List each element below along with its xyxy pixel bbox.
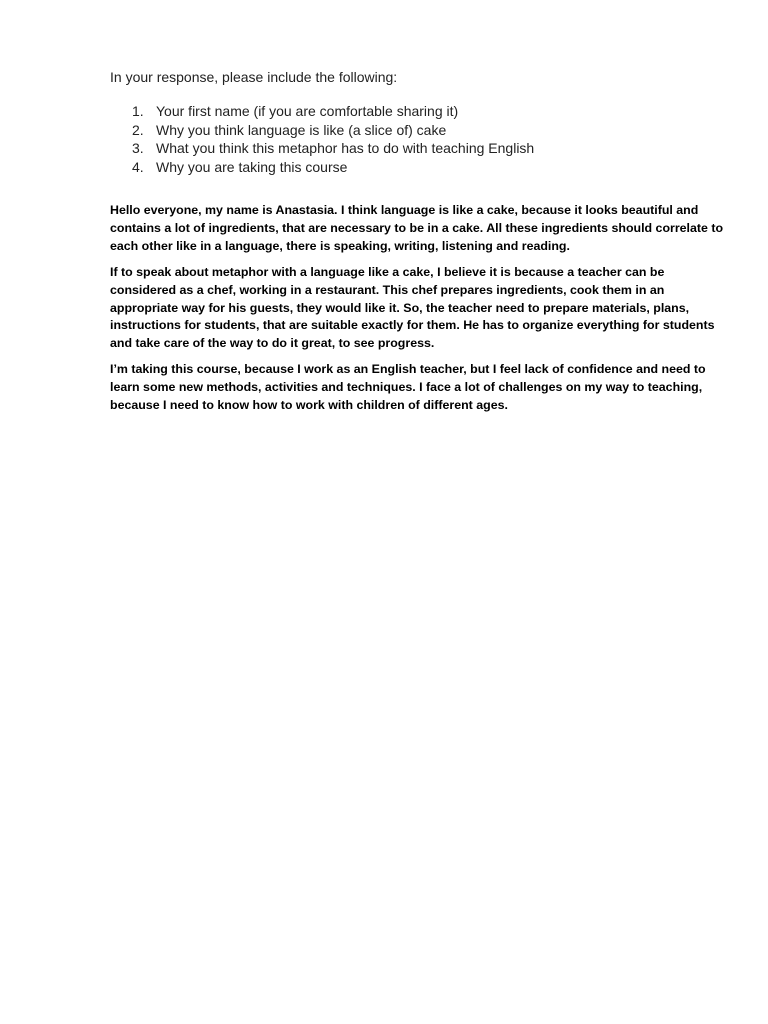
paragraph-line: considered as a chef, working in a restaurant. This chef prepares ingredients, cook them in an: [110, 282, 665, 297]
prompt-number: 4.: [132, 158, 144, 175]
prompt-list: [110, 102, 534, 176]
prompt-text: Your first name (if you are comfortable sharing it): [156, 103, 459, 119]
prompt-item: [110, 158, 534, 177]
paragraph-line: Hello everyone, my name is Anastasia. I think language is like a cake, because it looks beautiful and: [110, 203, 699, 217]
paragraph-line: and take care of the way to do it great, to see progress.: [110, 336, 435, 351]
response-paragraph: [110, 264, 715, 354]
paragraph-line: instructions for students, that are suitable exactly for them. He has to organize everything for students: [110, 318, 715, 333]
paragraph-line: I’m taking this course, because I work as an English teacher, but I feel lack of confidence and need to: [110, 362, 706, 377]
response-body: [110, 202, 724, 423]
prompt-text: What you think this metaphor has to do with teaching English: [156, 140, 535, 156]
prompt-text: Why you are taking this course: [156, 158, 348, 175]
prompt-intro: In your response, please include the following:: [110, 69, 398, 85]
prompt-number: 2.: [132, 121, 144, 138]
paragraph-line: If to speak about metaphor with a language like a cake, I believe it is because a teacher can be: [110, 264, 665, 279]
prompt-item: [110, 139, 534, 158]
prompt-text: Why you think language is like (a slice of) cake: [156, 121, 447, 138]
prompt-item: [110, 121, 534, 140]
paragraph-line: appropriate way for his guests, they would like it. So, the teacher need to prepare materials, plans,: [110, 300, 690, 315]
paragraph-line: because I need to know how to work with children of different ages.: [110, 398, 508, 413]
response-paragraph: [110, 361, 710, 415]
paragraph-line: contains a lot of ingredients, that are necessary to be in a cake. All these ingredients should correlate to: [110, 220, 724, 235]
prompt-item: [110, 102, 534, 121]
prompt-number: 1.: [132, 103, 144, 119]
response-paragraph: [110, 202, 724, 256]
paragraph-line: each other like in a language, there is speaking, writing, listening and reading.: [110, 238, 570, 253]
prompt-number: 3.: [132, 140, 144, 156]
paragraph-line: learn some new methods, activities and techniques. I face a lot of challenges on my way to teaching,: [110, 380, 703, 395]
